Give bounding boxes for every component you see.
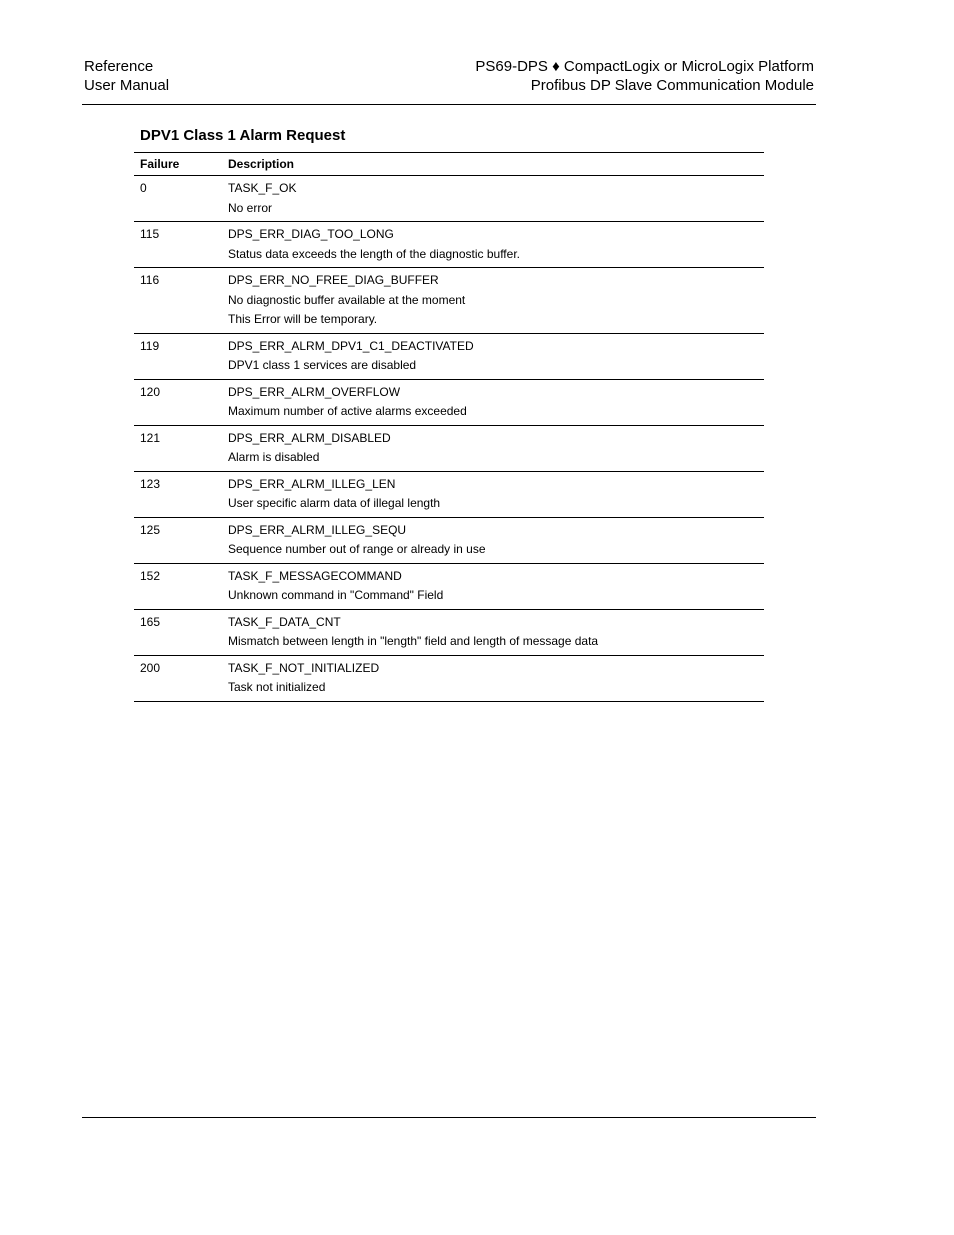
error-constant: DPS_ERR_ALRM_OVERFLOW (228, 384, 401, 399)
header-user-manual: User Manual (84, 77, 170, 94)
failure-description (228, 567, 764, 606)
description-line: Alarm is disabled (228, 450, 320, 464)
error-constant: DPS_ERR_ALRM_ILLEG_LEN (228, 476, 396, 491)
description-line: No diagnostic buffer available at the moment (228, 292, 466, 307)
failure-table (134, 152, 764, 702)
table-row (134, 518, 764, 564)
error-constant: TASK_F_MESSAGECOMMAND (228, 568, 402, 583)
failure-description (228, 475, 764, 514)
error-constant: TASK_F_NOT_INITIALIZED (228, 660, 380, 675)
description-line: DPV1 class 1 services are disabled (228, 358, 417, 372)
failure-description (228, 429, 764, 468)
failure-code: 123 (140, 476, 161, 491)
failure-description (228, 179, 764, 218)
table-row (134, 426, 764, 472)
header-left (84, 57, 169, 95)
error-constant: TASK_F_DATA_CNT (228, 614, 341, 629)
failure-code: 116 (140, 273, 160, 287)
description-line: Task not initialized (228, 680, 326, 694)
table-row (134, 564, 764, 610)
error-constant: DPS_ERR_ALRM_ILLEG_SEQU (228, 522, 407, 537)
description-line: This Error will be temporary. (228, 312, 378, 326)
failure-code: 165 (140, 614, 161, 629)
failure-code: 200 (140, 660, 161, 675)
table-row (134, 380, 764, 426)
failure-description (228, 271, 764, 330)
failure-description (228, 613, 764, 652)
table-row (134, 472, 764, 518)
failure-description (228, 383, 764, 422)
error-constant: TASK_F_OK (228, 181, 297, 195)
failure-description (228, 521, 764, 560)
failure-code: 0 (140, 181, 147, 195)
table-body (134, 176, 764, 702)
error-constant: DPS_ERR_ALRM_DISABLED (228, 430, 391, 445)
column-header-failure: Failure (140, 157, 180, 171)
table-row (134, 334, 764, 380)
table-row (134, 656, 764, 702)
header-right (475, 57, 814, 95)
column-header-description: Description (228, 157, 295, 171)
table-row (134, 610, 764, 656)
error-constant: DPS_ERR_NO_FREE_DIAG_BUFFER (228, 273, 439, 287)
failure-code: 125 (140, 522, 161, 537)
failure-code: 115 (140, 227, 160, 241)
failure-code: 119 (140, 338, 160, 353)
header-divider (82, 104, 816, 105)
header-product-subtitle: Profibus DP Slave Communication Module (530, 77, 814, 94)
failure-description (228, 225, 764, 264)
error-constant: DPS_ERR_DIAG_TOO_LONG (228, 227, 394, 241)
table-row (134, 222, 764, 268)
error-constant: DPS_ERR_ALRM_DPV1_C1_DEACTIVATED (228, 338, 474, 353)
failure-code: 120 (140, 384, 161, 399)
failure-description (228, 659, 764, 698)
table-row (134, 176, 764, 222)
description-line: User specific alarm data of illegal length (228, 496, 441, 510)
table-header-row (134, 153, 764, 176)
description-line: Status data exceeds the length of the diagnostic buffer. (228, 246, 520, 261)
description-line: Sequence number out of range or already in use (228, 542, 486, 556)
description-line: Unknown command in "Command" Field (228, 588, 444, 602)
header-reference: Reference (84, 58, 154, 75)
description-line: Maximum number of active alarms exceeded (228, 404, 467, 418)
description-line: Mismatch between length in "length" field and length of message data (228, 634, 599, 648)
description-line: No error (228, 200, 273, 215)
failure-code: 121 (140, 430, 161, 445)
section-title: DPV1 Class 1 Alarm Request (140, 127, 346, 144)
header-product-title: PS69-DPS ♦ CompactLogix or MicroLogix Platform (475, 58, 814, 75)
failure-code: 152 (140, 568, 161, 583)
failure-description (228, 337, 764, 376)
footer-divider (82, 1117, 816, 1118)
table-row (134, 268, 764, 334)
